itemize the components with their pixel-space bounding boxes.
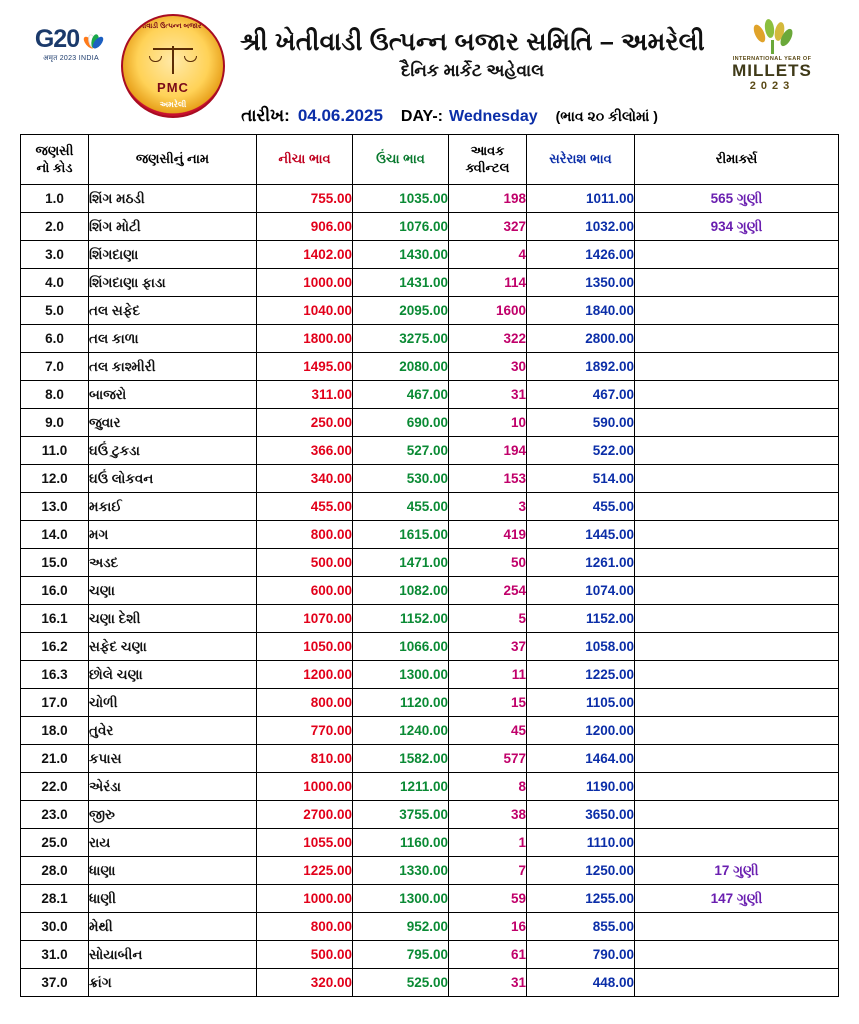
cell-low-price: 600.00: [257, 577, 353, 605]
cell-arrival: 16: [449, 913, 527, 941]
cell-code: 30.0: [21, 913, 89, 941]
cell-remarks: [635, 297, 839, 325]
cell-commodity-name: અડદ: [89, 549, 257, 577]
cell-arrival: 5: [449, 605, 527, 633]
cell-average-price: 1110.00: [527, 829, 635, 857]
cell-code: 7.0: [21, 353, 89, 381]
cell-average-price: 1032.00: [527, 213, 635, 241]
unit-note: (ભાવ ૨૦ કીલોમાં ): [555, 108, 658, 124]
cell-remarks: [635, 381, 839, 409]
cell-commodity-name: રાય: [89, 829, 257, 857]
cell-code: 9.0: [21, 409, 89, 437]
cell-high-price: 525.00: [353, 969, 449, 997]
cell-code: 8.0: [21, 381, 89, 409]
cell-low-price: 810.00: [257, 745, 353, 773]
cell-high-price: 3755.00: [353, 801, 449, 829]
cell-remarks: [635, 913, 839, 941]
cell-commodity-name: છોલે ચણા: [89, 661, 257, 689]
cell-average-price: 1350.00: [527, 269, 635, 297]
table-row: [21, 185, 839, 213]
cell-code: 16.3: [21, 661, 89, 689]
cell-low-price: 1402.00: [257, 241, 353, 269]
cell-commodity-name: ચોળી: [89, 689, 257, 717]
emblem-top-text: શ્રી ખેતીવાડી ઉત્પન્ન બજાર સમિતિ: [124, 23, 222, 30]
cell-average-price: 1426.00: [527, 241, 635, 269]
cell-commodity-name: સોયાબીન: [89, 941, 257, 969]
cell-remarks: [635, 801, 839, 829]
page-title: શ્રી ખેતીવાડી ઉત્પન્ન બજાર સમિતિ – અમરેલી: [240, 28, 705, 56]
cell-low-price: 1070.00: [257, 605, 353, 633]
cell-commodity-name: તલ સફેદ: [89, 297, 257, 325]
col-header-arrival-line1: આવક: [470, 143, 505, 159]
cell-commodity-name: ધાણી: [89, 885, 257, 913]
col-header-average-price: સરેરાશ ભાવ: [527, 135, 635, 185]
cell-average-price: 790.00: [527, 941, 635, 969]
cell-commodity-name: શિંગદાણા ફાડા: [89, 269, 257, 297]
millets-line2: MILLETS: [732, 61, 812, 80]
cell-low-price: 1225.00: [257, 857, 353, 885]
millet-plant-icon: [751, 18, 793, 54]
cell-high-price: 795.00: [353, 941, 449, 969]
cell-low-price: 906.00: [257, 213, 353, 241]
cell-average-price: 1892.00: [527, 353, 635, 381]
cell-low-price: 1495.00: [257, 353, 353, 381]
cell-average-price: 1011.00: [527, 185, 635, 213]
cell-high-price: 1471.00: [353, 549, 449, 577]
table-row: [21, 549, 839, 577]
cell-code: 21.0: [21, 745, 89, 773]
table-row: [21, 577, 839, 605]
cell-commodity-name: તલ કાશ્મીરી: [89, 353, 257, 381]
table-row: [21, 633, 839, 661]
cell-arrival: 31: [449, 969, 527, 997]
col-header-high-price: ઉંચા ભાવ: [353, 135, 449, 185]
cell-commodity-name: શિંગ મોટી: [89, 213, 257, 241]
cell-arrival: 3: [449, 493, 527, 521]
cell-code: 14.0: [21, 521, 89, 549]
col-header-name: જણસીનું નામ: [89, 135, 257, 185]
cell-remarks: [635, 465, 839, 493]
cell-remarks: [635, 661, 839, 689]
cell-code: 2.0: [21, 213, 89, 241]
table-row: [21, 213, 839, 241]
table-row: [21, 857, 839, 885]
cell-low-price: 2700.00: [257, 801, 353, 829]
cell-commodity-name: શિંગદાણા: [89, 241, 257, 269]
cell-average-price: 1074.00: [527, 577, 635, 605]
cell-remarks: [635, 577, 839, 605]
cell-average-price: 1255.00: [527, 885, 635, 913]
cell-remarks: [635, 409, 839, 437]
cell-remarks: [635, 241, 839, 269]
cell-high-price: 1160.00: [353, 829, 449, 857]
table-row: [21, 717, 839, 745]
col-header-code-line1: જણસી: [35, 143, 74, 159]
cell-average-price: 1190.00: [527, 773, 635, 801]
cell-code: 17.0: [21, 689, 89, 717]
cell-commodity-name: ઘઉં લોકવન: [89, 465, 257, 493]
cell-commodity-name: ચણા: [89, 577, 257, 605]
table-row: [21, 661, 839, 689]
cell-average-price: 590.00: [527, 409, 635, 437]
cell-commodity-name: એરંડા: [89, 773, 257, 801]
cell-arrival: 59: [449, 885, 527, 913]
col-header-arrival: [449, 135, 527, 185]
cell-average-price: 3650.00: [527, 801, 635, 829]
cell-arrival: 419: [449, 521, 527, 549]
cell-average-price: 1445.00: [527, 521, 635, 549]
cell-arrival: 1600: [449, 297, 527, 325]
cell-commodity-name: ઘઉં ટુકડા: [89, 437, 257, 465]
millets-line3: 2023: [749, 80, 795, 92]
cell-high-price: 1240.00: [353, 717, 449, 745]
cell-high-price: 527.00: [353, 437, 449, 465]
table-body: [21, 185, 839, 997]
cell-arrival: 4: [449, 241, 527, 269]
table-row: [21, 241, 839, 269]
cell-low-price: 800.00: [257, 913, 353, 941]
cell-average-price: 1200.00: [527, 717, 635, 745]
cell-average-price: 1058.00: [527, 633, 635, 661]
cell-remarks: [635, 549, 839, 577]
cell-code: 28.0: [21, 857, 89, 885]
cell-low-price: 340.00: [257, 465, 353, 493]
cell-arrival: 61: [449, 941, 527, 969]
cell-low-price: 1800.00: [257, 325, 353, 353]
cell-arrival: 45: [449, 717, 527, 745]
cell-high-price: 455.00: [353, 493, 449, 521]
cell-arrival: 8: [449, 773, 527, 801]
cell-high-price: 1076.00: [353, 213, 449, 241]
cell-low-price: 770.00: [257, 717, 353, 745]
table-row: [21, 409, 839, 437]
cell-commodity-name: જુવાર: [89, 409, 257, 437]
table-row: [21, 269, 839, 297]
cell-arrival: 30: [449, 353, 527, 381]
cell-high-price: 1430.00: [353, 241, 449, 269]
cell-code: 31.0: [21, 941, 89, 969]
cell-low-price: 311.00: [257, 381, 353, 409]
cell-code: 37.0: [21, 969, 89, 997]
cell-low-price: 1000.00: [257, 269, 353, 297]
cell-commodity-name: શિંગ મઠડી: [89, 185, 257, 213]
cell-arrival: 15: [449, 689, 527, 717]
cell-high-price: 530.00: [353, 465, 449, 493]
cell-remarks: [635, 829, 839, 857]
cell-arrival: 38: [449, 801, 527, 829]
cell-average-price: 855.00: [527, 913, 635, 941]
cell-code: 16.0: [21, 577, 89, 605]
cell-low-price: 1000.00: [257, 773, 353, 801]
market-rates-table: [20, 134, 839, 997]
cell-average-price: 455.00: [527, 493, 635, 521]
cell-high-price: 1120.00: [353, 689, 449, 717]
cell-average-price: 1225.00: [527, 661, 635, 689]
cell-commodity-name: ચણા દેશી: [89, 605, 257, 633]
g20-logo-text: G20: [34, 24, 80, 53]
table-row: [21, 465, 839, 493]
table-row: [21, 297, 839, 325]
cell-code: 4.0: [21, 269, 89, 297]
cell-remarks: [635, 689, 839, 717]
cell-arrival: 1: [449, 829, 527, 857]
cell-commodity-name: મકાઈ: [89, 493, 257, 521]
cell-low-price: 320.00: [257, 969, 353, 997]
cell-high-price: 1300.00: [353, 661, 449, 689]
g20-mark: [35, 26, 107, 52]
cell-commodity-name: સફેદ ચણા: [89, 633, 257, 661]
apmc-emblem: [114, 14, 232, 118]
cell-commodity-name: ધાણા: [89, 857, 257, 885]
cell-arrival: 198: [449, 185, 527, 213]
cell-average-price: 1464.00: [527, 745, 635, 773]
g20-subtitle: अमृत 2023 INDIA: [43, 55, 99, 62]
cell-low-price: 250.00: [257, 409, 353, 437]
cell-high-price: 1431.00: [353, 269, 449, 297]
cell-high-price: 1300.00: [353, 885, 449, 913]
cell-low-price: 500.00: [257, 549, 353, 577]
cell-high-price: 1211.00: [353, 773, 449, 801]
cell-low-price: 1200.00: [257, 661, 353, 689]
cell-code: 23.0: [21, 801, 89, 829]
cell-low-price: 455.00: [257, 493, 353, 521]
col-header-arrival-line2: ક્વીન્ટલ: [465, 159, 510, 175]
cell-average-price: 1250.00: [527, 857, 635, 885]
cell-high-price: 1152.00: [353, 605, 449, 633]
cell-code: 25.0: [21, 829, 89, 857]
cell-commodity-name: કપાસ: [89, 745, 257, 773]
day-value: Wednesday: [449, 108, 538, 125]
table-row: [21, 521, 839, 549]
cell-arrival: 153: [449, 465, 527, 493]
cell-remarks: [635, 941, 839, 969]
cell-arrival: 7: [449, 857, 527, 885]
cell-high-price: 1035.00: [353, 185, 449, 213]
table-row: [21, 493, 839, 521]
cell-low-price: 500.00: [257, 941, 353, 969]
cell-code: 22.0: [21, 773, 89, 801]
col-header-code: [21, 135, 89, 185]
table-row: [21, 325, 839, 353]
lotus-icon: [81, 26, 107, 52]
cell-average-price: 514.00: [527, 465, 635, 493]
cell-average-price: 522.00: [527, 437, 635, 465]
cell-remarks: [635, 325, 839, 353]
cell-remarks: [635, 605, 839, 633]
cell-remarks: [635, 269, 839, 297]
title-block: [232, 14, 713, 81]
page-subtitle: દૈનિક માર્કેટ અહેવાલ: [400, 60, 545, 80]
cell-high-price: 690.00: [353, 409, 449, 437]
cell-arrival: 50: [449, 549, 527, 577]
cell-average-price: 1105.00: [527, 689, 635, 717]
cell-commodity-name: બાજરો: [89, 381, 257, 409]
table-row: [21, 941, 839, 969]
cell-arrival: 31: [449, 381, 527, 409]
cell-low-price: 1050.00: [257, 633, 353, 661]
cell-commodity-name: મગ: [89, 521, 257, 549]
cell-high-price: 2095.00: [353, 297, 449, 325]
cell-remarks: [635, 353, 839, 381]
cell-code: 16.2: [21, 633, 89, 661]
cell-code: 3.0: [21, 241, 89, 269]
table-row: [21, 773, 839, 801]
cell-code: 11.0: [21, 437, 89, 465]
col-header-code-line2: નો કોડ: [36, 159, 73, 175]
cell-low-price: 1055.00: [257, 829, 353, 857]
cell-low-price: 800.00: [257, 521, 353, 549]
cell-high-price: 1082.00: [353, 577, 449, 605]
cell-arrival: 37: [449, 633, 527, 661]
cell-arrival: 11: [449, 661, 527, 689]
cell-arrival: 322: [449, 325, 527, 353]
cell-remarks: [635, 773, 839, 801]
cell-high-price: 3275.00: [353, 325, 449, 353]
cell-average-price: 467.00: [527, 381, 635, 409]
cell-arrival: 194: [449, 437, 527, 465]
cell-code: 5.0: [21, 297, 89, 325]
millets-logo: [713, 14, 831, 92]
cell-remarks: 17 ગુણી: [635, 857, 839, 885]
cell-high-price: 2080.00: [353, 353, 449, 381]
table-row: [21, 689, 839, 717]
report-header: [20, 8, 839, 109]
cell-code: 1.0: [21, 185, 89, 213]
cell-code: 15.0: [21, 549, 89, 577]
cell-high-price: 1066.00: [353, 633, 449, 661]
date-value: 04.06.2025: [297, 106, 383, 125]
cell-high-price: 952.00: [353, 913, 449, 941]
cell-commodity-name: મેથી: [89, 913, 257, 941]
cell-arrival: 327: [449, 213, 527, 241]
cell-arrival: 254: [449, 577, 527, 605]
cell-high-price: 1615.00: [353, 521, 449, 549]
cell-commodity-name: ક્રાંગ: [89, 969, 257, 997]
table-row: [21, 353, 839, 381]
cell-remarks: [635, 521, 839, 549]
cell-remarks: [635, 969, 839, 997]
cell-high-price: 1582.00: [353, 745, 449, 773]
cell-code: 12.0: [21, 465, 89, 493]
cell-remarks: 565 ગુણી: [635, 185, 839, 213]
cell-commodity-name: જીરુ: [89, 801, 257, 829]
cell-remarks: [635, 437, 839, 465]
table-row: [21, 969, 839, 997]
weighing-scale-icon: [151, 42, 195, 82]
cell-commodity-name: તલ કાળા: [89, 325, 257, 353]
cell-arrival: 577: [449, 745, 527, 773]
cell-high-price: 1330.00: [353, 857, 449, 885]
cell-arrival: 10: [449, 409, 527, 437]
table-row: [21, 913, 839, 941]
cell-remarks: [635, 493, 839, 521]
table-row: [21, 381, 839, 409]
cell-low-price: 800.00: [257, 689, 353, 717]
cell-remarks: [635, 633, 839, 661]
cell-remarks: [635, 717, 839, 745]
cell-average-price: 1152.00: [527, 605, 635, 633]
cell-remarks: [635, 745, 839, 773]
cell-average-price: 448.00: [527, 969, 635, 997]
cell-average-price: 1840.00: [527, 297, 635, 325]
table-row: [21, 885, 839, 913]
cell-low-price: 1040.00: [257, 297, 353, 325]
cell-low-price: 1000.00: [257, 885, 353, 913]
table-row: [21, 801, 839, 829]
col-header-low-price: નીચા ભાવ: [257, 135, 353, 185]
cell-arrival: 114: [449, 269, 527, 297]
cell-low-price: 366.00: [257, 437, 353, 465]
col-header-remarks: રીમાર્ક્સ: [635, 135, 839, 185]
cell-remarks: 147 ગુણી: [635, 885, 839, 913]
table-row: [21, 829, 839, 857]
cell-average-price: 1261.00: [527, 549, 635, 577]
cell-code: 18.0: [21, 717, 89, 745]
day-label: DAY-:: [400, 108, 443, 125]
cell-high-price: 467.00: [353, 381, 449, 409]
table-row: [21, 605, 839, 633]
cell-average-price: 2800.00: [527, 325, 635, 353]
cell-code: 6.0: [21, 325, 89, 353]
table-row: [21, 437, 839, 465]
cell-commodity-name: તુવેર: [89, 717, 257, 745]
table-row: [21, 745, 839, 773]
table-header-row: [21, 135, 839, 185]
cell-remarks: 934 ગુણી: [635, 213, 839, 241]
emblem-center-text: PMC: [157, 79, 189, 95]
cell-code: 13.0: [21, 493, 89, 521]
cell-code: 28.1: [21, 885, 89, 913]
emblem-bottom-text: અમરેલી: [159, 100, 187, 109]
date-label: તારીખ:: [241, 106, 290, 125]
cell-low-price: 755.00: [257, 185, 353, 213]
cell-code: 16.1: [21, 605, 89, 633]
millets-line1: INTERNATIONAL YEAR OF: [732, 56, 812, 62]
g20-logo: [28, 14, 114, 63]
